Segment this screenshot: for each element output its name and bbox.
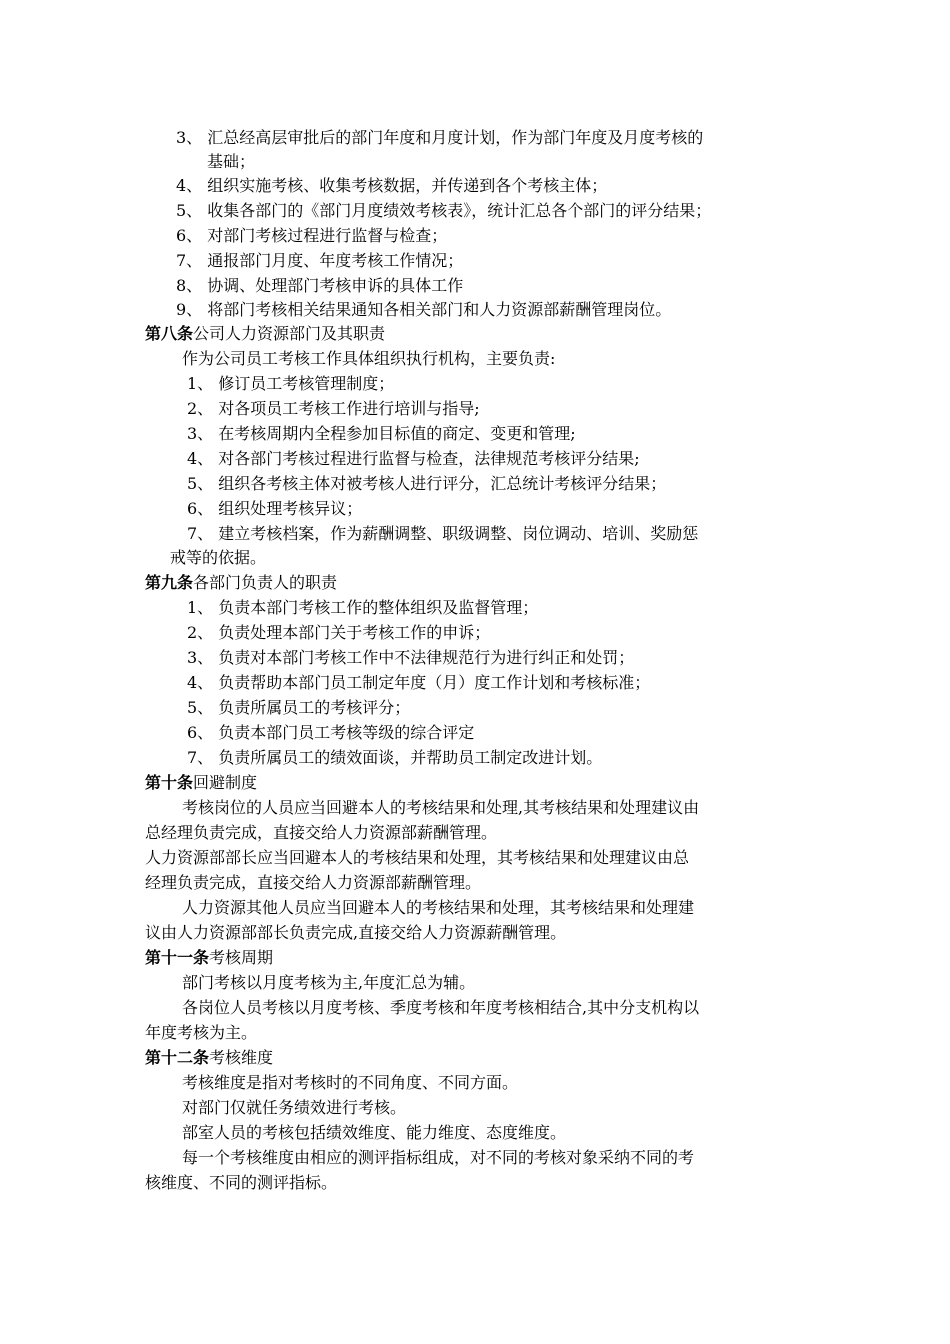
paragraph-line: 考核岗位的人员应当回避本人的考核结果和处理,其考核结果和处理建议由 (182, 798, 700, 817)
list-text: 对各项员工考核工作进行培训与指导; (218, 399, 480, 418)
list-text: 汇总经高层审批后的部门年度和月度计划，作为部门年度及月度考核的 (207, 128, 704, 147)
list-text: 将部门考核相关结果通知各相关部门和人力资源部薪酬管理岗位。 (207, 300, 672, 319)
paragraph-line: 部室人员的考核包括绩效维度、能力维度、态度维度。 (182, 1123, 567, 1142)
list-text: 负责本部门员工考核等级的综合评定 (218, 723, 475, 742)
list-number: 7、 (187, 748, 214, 767)
list-number: 7、 (187, 524, 214, 543)
paragraph-line: 每一个考核维度由相应的测评指标组成，对不同的考核对象采纳不同的考 (182, 1148, 695, 1167)
list-text: 组织各考核主体对被考核人进行评分，汇总统计考核评分结果； (218, 474, 667, 493)
list-number: 3、 (187, 648, 214, 667)
list-item (187, 596, 538, 620)
article-number: 第十一条 (145, 948, 210, 967)
list-item (176, 298, 671, 322)
list-text: 收集各部门的《部门月度绩效考核表》，统计汇总各个部门的评分结果； (207, 201, 712, 220)
list-item-continuation: 基础； (207, 152, 256, 171)
list-text: 建立考核档案，作为薪酬调整、职级调整、岗位调动、培训、奖励惩 (218, 524, 699, 543)
list-number: 2、 (187, 623, 214, 642)
paragraph-line: 年度考核为主。 (145, 1023, 258, 1042)
list-number: 5、 (187, 698, 214, 717)
list-text: 修订员工考核管理制度； (218, 374, 395, 393)
list-item (187, 447, 640, 471)
article-title: 考核维度 (209, 1048, 274, 1067)
list-number: 8、 (176, 276, 203, 295)
list-text: 负责处理本部门关于考核工作的申诉； (218, 623, 491, 642)
paragraph-line: 经理负责完成，直接交给人力资源部薪酬管理。 (145, 873, 482, 892)
article-title: 考核周期 (209, 948, 274, 967)
paragraph-line: 对部门仅就任务绩效进行考核。 (182, 1098, 407, 1117)
list-text: 组织处理考核异议； (218, 499, 363, 518)
paragraph-line: 考核维度是指对考核时的不同角度、不同方面。 (182, 1073, 519, 1092)
article-number: 第九条 (145, 573, 194, 592)
list-number: 9、 (176, 300, 203, 319)
article-title: 回避制度 (193, 773, 258, 792)
list-item (187, 497, 362, 521)
list-number: 7、 (176, 251, 203, 270)
article-heading (145, 322, 385, 346)
list-number: 6、 (176, 226, 203, 245)
list-item (187, 422, 576, 446)
paragraph-line: 核维度、不同的测评指标。 (145, 1173, 338, 1192)
list-text: 在考核周期内全程参加目标值的商定、变更和管理; (218, 424, 576, 443)
article-number: 第十二条 (145, 1048, 210, 1067)
list-number: 4、 (187, 449, 214, 468)
list-text: 负责对本部门考核工作中不法律规范行为进行纠正和处罚； (218, 648, 635, 667)
list-item (187, 372, 394, 396)
list-number: 6、 (187, 499, 214, 518)
article-number: 第八条 (145, 324, 194, 343)
list-item (176, 274, 463, 298)
paragraph-line: 部门考核以月度考核为主,年度汇总为辅。 (182, 973, 476, 992)
list-text: 组织实施考核、收集考核数据，并传递到各个考核主体； (207, 176, 608, 195)
list-text: 通报部门月度、年度考核工作情况； (207, 251, 464, 270)
list-item (187, 696, 410, 720)
article-number: 第十条 (145, 773, 194, 792)
list-number: 4、 (187, 673, 214, 692)
article-heading (145, 1046, 273, 1070)
list-text: 对部门考核过程进行监督与检查； (207, 226, 448, 245)
list-item (187, 746, 602, 770)
list-number: 1、 (187, 598, 214, 617)
list-text: 负责所属员工的绩效面谈，并帮助员工制定改进计划。 (218, 748, 603, 767)
list-item (187, 522, 698, 546)
list-item (187, 671, 650, 695)
list-item (187, 646, 634, 670)
list-item (176, 174, 607, 198)
article-heading (145, 571, 337, 595)
article-intro: 作为公司员工考核工作具体组织执行机构，主要负责: (182, 349, 556, 368)
list-text: 负责所属员工的考核评分； (218, 698, 411, 717)
list-number: 3、 (176, 128, 203, 147)
list-item (187, 721, 474, 745)
list-item (187, 397, 480, 421)
list-number: 1、 (187, 374, 214, 393)
list-number: 2、 (187, 399, 214, 418)
paragraph-line: 各岗位人员考核以月度考核、季度考核和年度考核相结合,其中分支机构以 (182, 998, 700, 1017)
article-heading (145, 771, 257, 795)
list-item-continuation: 戒等的依据。 (170, 548, 267, 567)
paragraph-line: 总经理负责完成，直接交给人力资源部薪酬管理。 (145, 823, 498, 842)
paragraph-line: 人力资源部部长应当回避本人的考核结果和处理，其考核结果和处理建议由总 (145, 848, 690, 867)
list-item (176, 249, 463, 273)
list-item (187, 621, 490, 645)
list-item (187, 472, 666, 496)
article-title: 公司人力资源部门及其职责 (193, 324, 386, 343)
article-title: 各部门负责人的职责 (193, 573, 338, 592)
list-item (176, 199, 711, 223)
list-text: 对各部门考核过程进行监督与检查，法律规范考核评分结果; (218, 449, 640, 468)
list-number: 5、 (187, 474, 214, 493)
article-heading (145, 946, 273, 970)
list-number: 6、 (187, 723, 214, 742)
list-text: 协调、处理部门考核申诉的具体工作 (207, 276, 464, 295)
list-number: 4、 (176, 176, 203, 195)
paragraph-line: 议由人力资源部部长负责完成,直接交给人力资源薪酬管理。 (145, 923, 567, 942)
list-item (176, 126, 703, 150)
list-text: 负责本部门考核工作的整体组织及监督管理； (218, 598, 539, 617)
list-text: 负责帮助本部门员工制定年度（月）度工作计划和考核标准； (218, 673, 651, 692)
paragraph-line: 人力资源其他人员应当回避本人的考核结果和处理，其考核结果和处理建 (182, 898, 695, 917)
list-item (176, 224, 447, 248)
list-number: 5、 (176, 201, 203, 220)
list-number: 3、 (187, 424, 214, 443)
